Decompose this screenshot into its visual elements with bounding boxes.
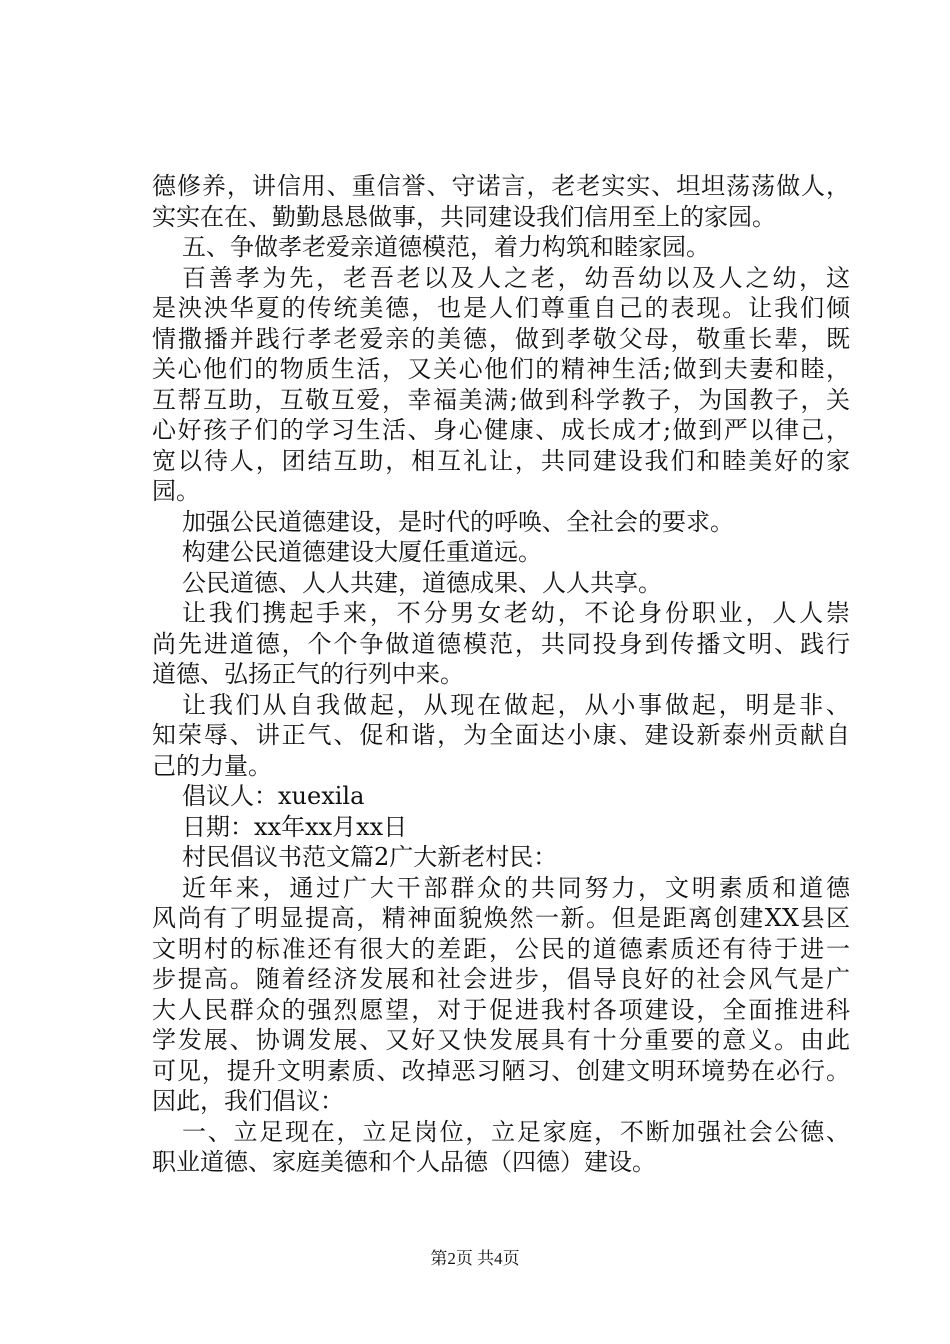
text-line: 公民道德、人人共建，道德成果、人人共享。 <box>182 568 662 597</box>
text-line: 学发展、协调发展、又好又快发展具有十分重要的意义。由此 <box>152 1026 850 1054</box>
text-line: 实实在在、勤勤恳恳做事，共同建设我们信用至上的家园。 <box>152 202 776 231</box>
text-line: 宽以待人，团结互助，相互礼让，共同建设我们和睦美好的家 <box>152 446 850 475</box>
document-body <box>152 171 850 1178</box>
text-line: 文明村的标准还有很大的差距，公民的道德素质还有待于进一 <box>152 934 850 963</box>
text-line: 倡议人：xuexila <box>182 782 365 810</box>
text-line: 关心他们的物质生活，又关心他们的精神生活;做到夫妻和睦， <box>152 355 850 383</box>
text-line: 大人民群众的强烈愿望，对于促进我村各项建设，全面推进科 <box>152 995 850 1024</box>
text-line: 心好孩子们的学习生活、身心健康、成长成才;做到严以律己， <box>152 416 850 444</box>
text-line: 道德、弘扬正气的行列中来。 <box>152 660 464 688</box>
text-line: 构建公民道德建设大厦任重道远。 <box>182 538 542 566</box>
text-line: 村民倡议书范文篇2广大新老村民： <box>182 843 558 871</box>
text-line: 己的力量。 <box>152 751 272 780</box>
text-line: 让我们携起手来，不分男女老幼，不论身份职业，人人崇 <box>182 599 850 627</box>
text-line: 百善孝为先，老吾老以及人之老，幼吾幼以及人之幼，这 <box>182 263 850 292</box>
text-line: 近年来，通过广大干部群众的共同努力，文明素质和道德 <box>182 873 850 902</box>
text-line: 互帮互助，互敬互爱，幸福美满;做到科学教子，为国教子，关 <box>152 385 850 414</box>
text-line: 是泱泱华夏的传统美德，也是人们尊重自己的表现。让我们倾 <box>152 294 850 322</box>
text-line: 情撒播并践行孝老爱亲的美德，做到孝敬父母，敬重长辈，既 <box>152 324 850 353</box>
text-line: 风尚有了明显提高，精神面貌焕然一新。但是距离创建XX县区 <box>152 904 850 932</box>
text-line: 日期：xx年xx月xx日 <box>182 812 408 841</box>
text-line: 职业道德、家庭美德和个人品德（四德）建设。 <box>152 1148 656 1176</box>
text-line: 步提高。随着经济发展和社会进步，倡导良好的社会风气是广 <box>152 965 850 993</box>
text-line: 因此，我们倡议： <box>152 1087 344 1115</box>
text-line: 知荣辱、讲正气、促和谐，为全面达小康、建设新泰州贡献自 <box>152 721 850 749</box>
text-line: 让我们从自我做起，从现在做起，从小事做起，明是非、 <box>182 690 850 719</box>
text-line: 园。 <box>152 477 200 505</box>
text-line: 五、争做孝老爱亲道德模范，着力构筑和睦家园。 <box>182 233 710 261</box>
text-line: 可见，提升文明素质、改掉恶习陋习、创建文明环境势在必行。 <box>152 1056 850 1085</box>
text-line: 德修养，讲信用、重信誉、守诺言，老老实实、坦坦荡荡做人， <box>152 172 850 200</box>
page-footer: 第2页 共4页 <box>430 1249 520 1268</box>
text-line: 加强公民道德建设，是时代的呼唤、全社会的要求。 <box>182 507 734 536</box>
text-line: 一、立足现在，立足岗位，立足家庭，不断加强社会公德、 <box>182 1117 850 1146</box>
text-line: 尚先进道德，个个争做道德模范，共同投身到传播文明、践行 <box>152 629 850 658</box>
